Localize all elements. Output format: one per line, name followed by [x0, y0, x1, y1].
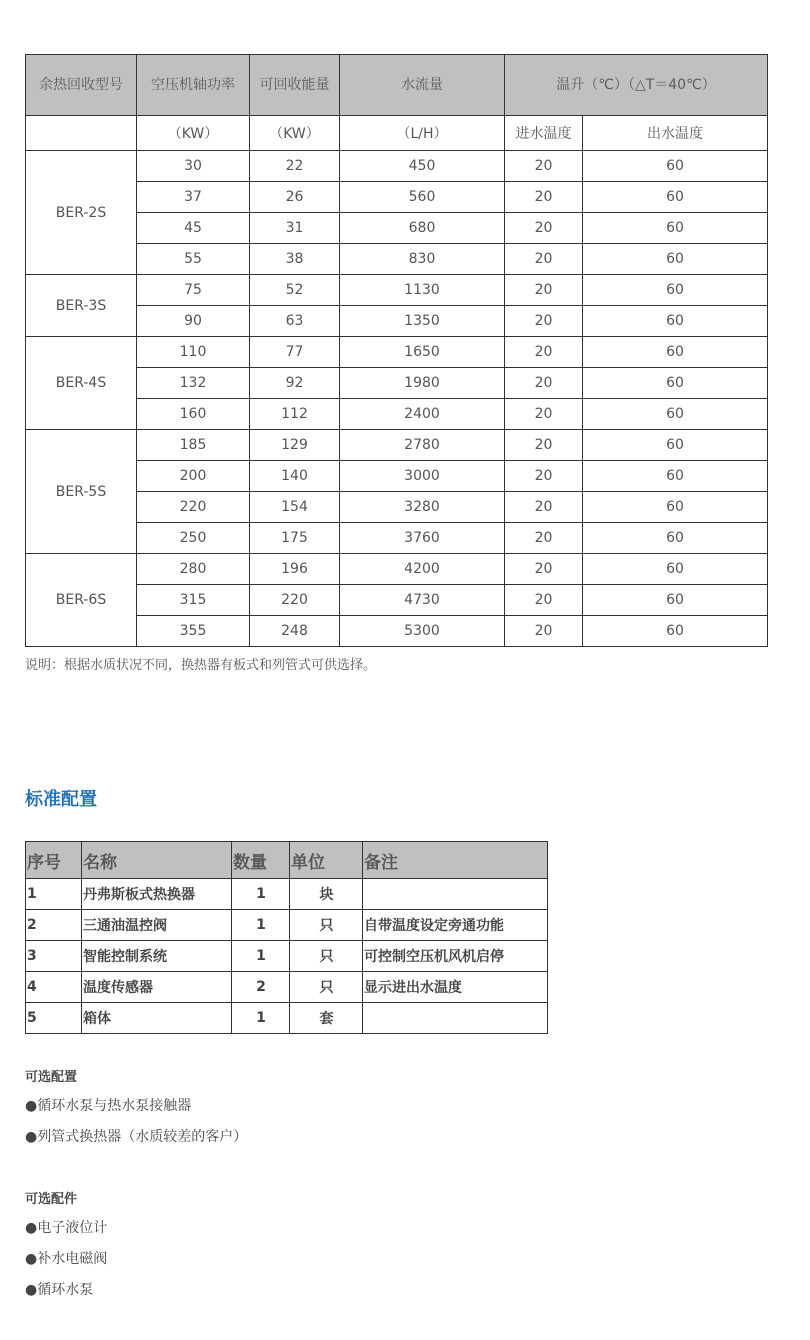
recoverable-cell: 112 [250, 399, 340, 430]
power-cell: 110 [137, 337, 250, 368]
config-row [26, 941, 548, 972]
power-cell: 45 [137, 213, 250, 244]
optional-parts-title: 可选配件 [25, 1192, 78, 1207]
config-no-cell: 3 [26, 941, 82, 972]
power-cell: 250 [137, 523, 250, 554]
recoverable-cell: 31 [250, 213, 340, 244]
spec-row [26, 461, 768, 492]
inlet-cell: 20 [505, 368, 583, 399]
flow-cell: 3760 [340, 523, 505, 554]
config-name-cell: 智能控制系统 [82, 941, 232, 972]
model-cell: BER-6S [26, 554, 137, 647]
config-col-unit: 单位 [290, 842, 363, 879]
config-unit-cell: 块 [290, 879, 363, 910]
flow-cell: 680 [340, 213, 505, 244]
config-col-remark: 备注 [363, 842, 548, 879]
flow-cell: 450 [340, 151, 505, 182]
spec-row [26, 523, 768, 554]
config-row [26, 972, 548, 1003]
power-cell: 220 [137, 492, 250, 523]
power-cell: 185 [137, 430, 250, 461]
power-cell: 132 [137, 368, 250, 399]
optional-config-item: ●列管式换热器（水质较差的客户） [25, 1129, 248, 1145]
spec-note: 说明：根据水质状况不同，换热器有板式和列管式可供选择。 [25, 658, 377, 673]
model-cell: BER-4S [26, 337, 137, 430]
config-no-cell: 2 [26, 910, 82, 941]
flow-cell: 1980 [340, 368, 505, 399]
recoverable-cell: 26 [250, 182, 340, 213]
inlet-cell: 20 [505, 399, 583, 430]
power-cell: 315 [137, 585, 250, 616]
flow-cell: 1650 [340, 337, 505, 368]
flow-cell: 1130 [340, 275, 505, 306]
outlet-cell: 60 [583, 151, 768, 182]
recoverable-cell: 77 [250, 337, 340, 368]
model-cell: BER-2S [26, 151, 137, 275]
power-cell: 37 [137, 182, 250, 213]
flow-cell: 4200 [340, 554, 505, 585]
inlet-cell: 20 [505, 492, 583, 523]
unit-flow: （L/H） [340, 116, 505, 151]
inlet-cell: 20 [505, 523, 583, 554]
config-name-cell: 丹弗斯板式热换器 [82, 879, 232, 910]
config-row [26, 1003, 548, 1034]
power-cell: 55 [137, 244, 250, 275]
config-header-row [26, 842, 548, 879]
inlet-cell: 20 [505, 213, 583, 244]
config-remark-cell [363, 879, 548, 910]
spec-units-row [26, 116, 768, 151]
power-cell: 355 [137, 616, 250, 647]
outlet-cell: 60 [583, 244, 768, 275]
flow-cell: 2400 [340, 399, 505, 430]
spec-row [26, 430, 768, 461]
col-header-temp-rise: 温升（℃）（△T＝40℃） [505, 55, 768, 116]
config-unit-cell: 只 [290, 910, 363, 941]
spec-row [26, 306, 768, 337]
config-col-qty: 数量 [232, 842, 290, 879]
recoverable-cell: 92 [250, 368, 340, 399]
inlet-cell: 20 [505, 430, 583, 461]
optional-parts-item: ●电子液位计 [25, 1220, 108, 1236]
recoverable-cell: 154 [250, 492, 340, 523]
col-header-model: 余热回收型号 [26, 55, 137, 116]
inlet-cell: 20 [505, 275, 583, 306]
spec-row [26, 492, 768, 523]
flow-cell: 1350 [340, 306, 505, 337]
power-cell: 75 [137, 275, 250, 306]
recoverable-cell: 220 [250, 585, 340, 616]
recoverable-cell: 52 [250, 275, 340, 306]
outlet-cell: 60 [583, 182, 768, 213]
spec-row [26, 275, 768, 306]
model-cell: BER-5S [26, 430, 137, 554]
recoverable-cell: 196 [250, 554, 340, 585]
power-cell: 160 [137, 399, 250, 430]
inlet-cell: 20 [505, 616, 583, 647]
config-unit-cell: 只 [290, 941, 363, 972]
spec-row [26, 368, 768, 399]
flow-cell: 3280 [340, 492, 505, 523]
config-row [26, 879, 548, 910]
config-no-cell: 1 [26, 879, 82, 910]
config-row [26, 910, 548, 941]
power-cell: 90 [137, 306, 250, 337]
config-col-no: 序号 [26, 842, 82, 879]
recoverable-cell: 140 [250, 461, 340, 492]
outlet-cell: 60 [583, 275, 768, 306]
config-qty-cell: 1 [232, 910, 290, 941]
config-unit-cell: 只 [290, 972, 363, 1003]
outlet-cell: 60 [583, 213, 768, 244]
config-qty-cell: 1 [232, 879, 290, 910]
outlet-cell: 60 [583, 368, 768, 399]
col-header-flow: 水流量 [340, 55, 505, 116]
recoverable-cell: 38 [250, 244, 340, 275]
inlet-cell: 20 [505, 554, 583, 585]
col-header-recoverable: 可回收能量 [250, 55, 340, 116]
outlet-cell: 60 [583, 430, 768, 461]
spec-row [26, 337, 768, 368]
power-cell: 30 [137, 151, 250, 182]
inlet-cell: 20 [505, 306, 583, 337]
config-qty-cell: 1 [232, 1003, 290, 1034]
recoverable-cell: 248 [250, 616, 340, 647]
config-col-name: 名称 [82, 842, 232, 879]
flow-cell: 5300 [340, 616, 505, 647]
spec-row [26, 182, 768, 213]
spec-row [26, 244, 768, 275]
config-name-cell: 箱体 [82, 1003, 232, 1034]
spec-row [26, 399, 768, 430]
config-no-cell: 4 [26, 972, 82, 1003]
standard-config-table [25, 841, 548, 1034]
config-unit-cell: 套 [290, 1003, 363, 1034]
outlet-cell: 60 [583, 492, 768, 523]
spec-row [26, 151, 768, 182]
inlet-cell: 20 [505, 151, 583, 182]
model-cell: BER-3S [26, 275, 137, 337]
config-name-cell: 温度传感器 [82, 972, 232, 1003]
spec-row [26, 554, 768, 585]
inlet-cell: 20 [505, 182, 583, 213]
inlet-cell: 20 [505, 585, 583, 616]
outlet-cell: 60 [583, 585, 768, 616]
flow-cell: 3000 [340, 461, 505, 492]
outlet-cell: 60 [583, 306, 768, 337]
config-remark-cell: 可控制空压机风机启停 [363, 941, 548, 972]
spec-row [26, 585, 768, 616]
optional-parts-item: ●补水电磁阀 [25, 1251, 108, 1267]
spec-table [25, 54, 768, 647]
recoverable-cell: 129 [250, 430, 340, 461]
recoverable-cell: 22 [250, 151, 340, 182]
power-cell: 280 [137, 554, 250, 585]
config-qty-cell: 2 [232, 972, 290, 1003]
recoverable-cell: 63 [250, 306, 340, 337]
flow-cell: 830 [340, 244, 505, 275]
spec-row [26, 213, 768, 244]
spec-row [26, 616, 768, 647]
unit-inlet: 进水温度 [505, 116, 583, 151]
optional-config-item: ●循环水泵与热水泵接触器 [25, 1098, 192, 1114]
outlet-cell: 60 [583, 461, 768, 492]
power-cell: 200 [137, 461, 250, 492]
outlet-cell: 60 [583, 523, 768, 554]
config-remark-cell [363, 1003, 548, 1034]
inlet-cell: 20 [505, 337, 583, 368]
inlet-cell: 20 [505, 461, 583, 492]
flow-cell: 2780 [340, 430, 505, 461]
config-remark-cell: 自带温度设定旁通功能 [363, 910, 548, 941]
unit-outlet: 出水温度 [583, 116, 768, 151]
config-remark-cell: 显示进出水温度 [363, 972, 548, 1003]
outlet-cell: 60 [583, 337, 768, 368]
unit-recoverable: （KW） [250, 116, 340, 151]
unit-power: （KW） [137, 116, 250, 151]
config-name-cell: 三通油温控阀 [82, 910, 232, 941]
flow-cell: 4730 [340, 585, 505, 616]
outlet-cell: 60 [583, 554, 768, 585]
inlet-cell: 20 [505, 244, 583, 275]
outlet-cell: 60 [583, 616, 768, 647]
recoverable-cell: 175 [250, 523, 340, 554]
unit-model [26, 116, 137, 151]
config-no-cell: 5 [26, 1003, 82, 1034]
flow-cell: 560 [340, 182, 505, 213]
standard-config-title: 标准配置 [25, 789, 97, 810]
outlet-cell: 60 [583, 399, 768, 430]
optional-config-title: 可选配置 [25, 1070, 78, 1085]
config-qty-cell: 1 [232, 941, 290, 972]
optional-parts-item: ●循环水泵 [25, 1282, 94, 1298]
col-header-power: 空压机轴功率 [137, 55, 250, 116]
spec-header-row [26, 55, 768, 116]
